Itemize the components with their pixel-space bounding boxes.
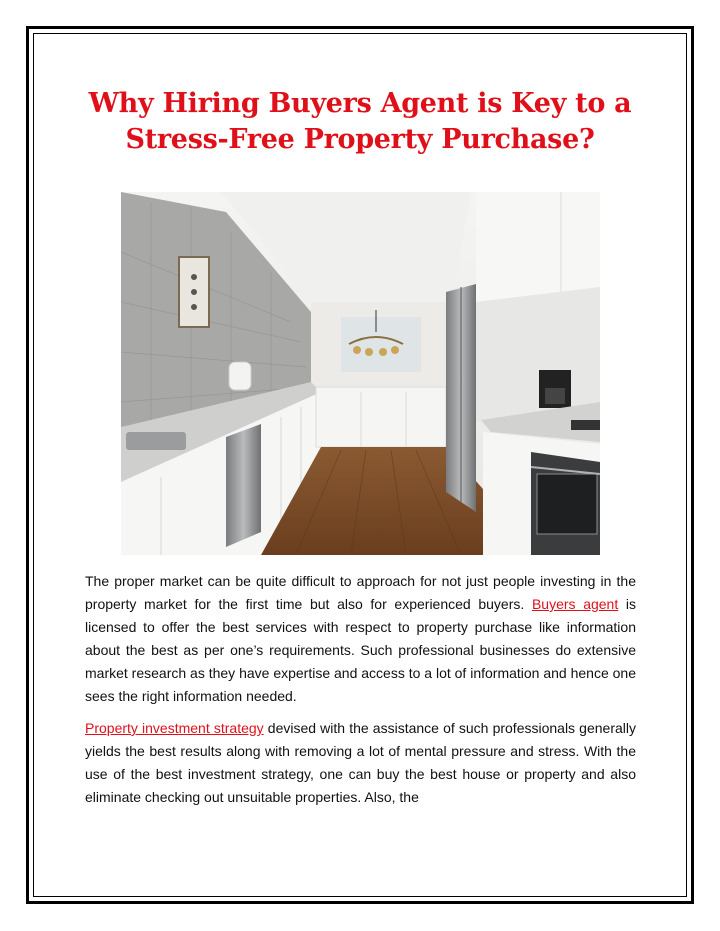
paragraph-2-text: devised with the assistance of such professionals generally yields the best results along with removing a lot of mental pressure and stress. With the use of the best investment strategy, one can buy the best house or property and also eliminate checking out unsuitable properties. Also, the bbox=[85, 720, 636, 805]
property-investment-strategy-link[interactable]: Property investment strategy bbox=[85, 720, 264, 736]
title-line-1: Why Hiring Buyers Agent is Key to a bbox=[88, 88, 632, 119]
kitchen-photo bbox=[121, 192, 600, 555]
paragraph-1 bbox=[85, 570, 636, 708]
page-title bbox=[60, 86, 660, 158]
title-line-2: Stress-Free Property Purchase? bbox=[125, 124, 595, 155]
paragraph-1-text-end: is licensed to offer the best services with respect to property purchase like information about the best as per one’s requirements. Such professional businesses do extensive market research as they have expertise and access to a lot of information and hence one sees the right information needed. bbox=[85, 596, 637, 704]
article-body bbox=[85, 570, 636, 818]
paragraph-1-text-start: The proper market can be quite difficult to approach for not just people investing in the property market for the first time but also for experienced buyers. bbox=[85, 573, 636, 612]
paragraph-2 bbox=[85, 717, 636, 809]
buyers-agent-link[interactable]: Buyers agent bbox=[531, 596, 619, 612]
